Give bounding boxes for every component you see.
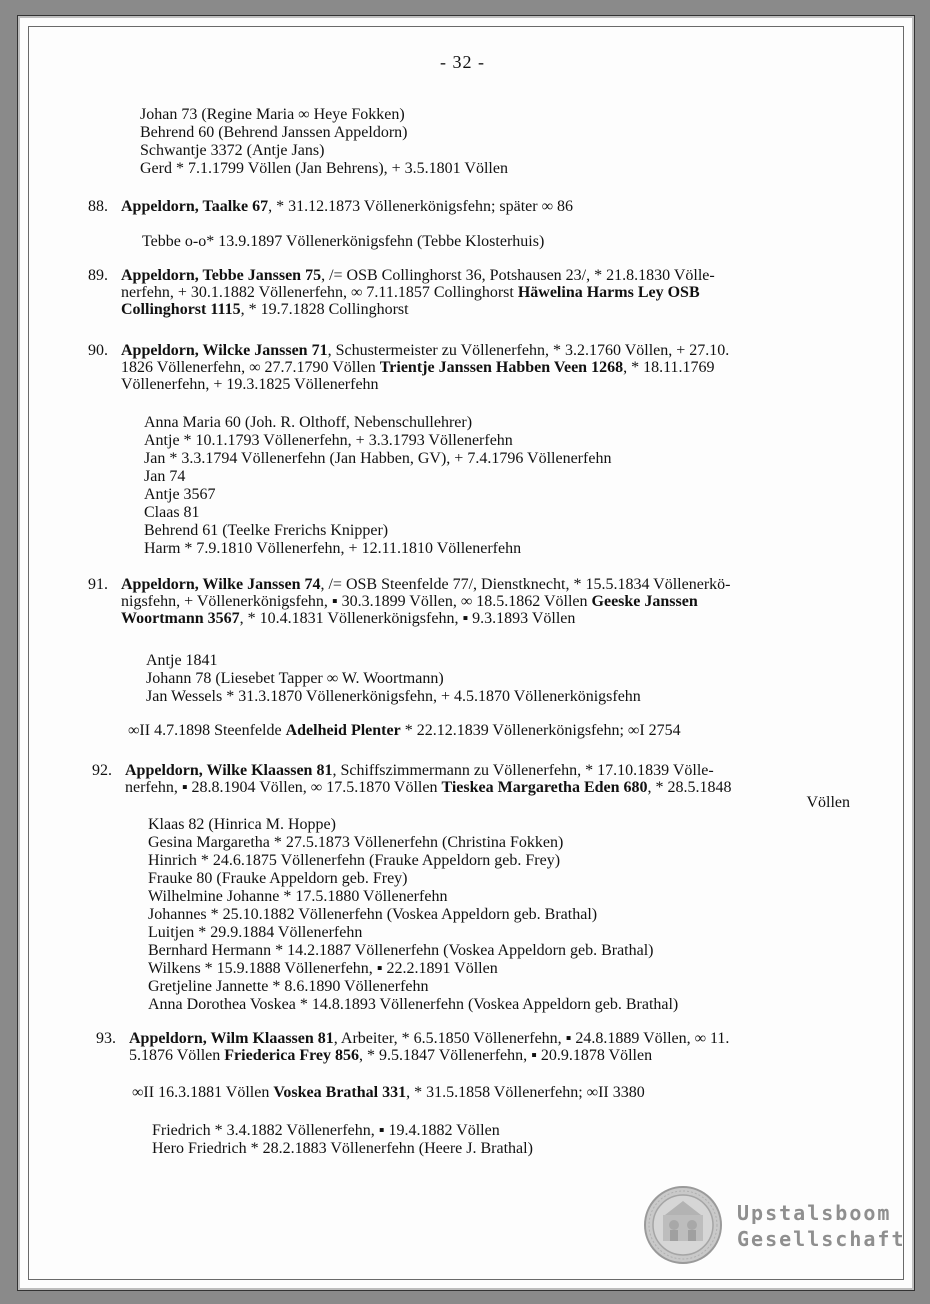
spouse-name: Trientje Janssen Habben Veen 1268	[379, 359, 624, 376]
list-item: Klaas 82 (Hinrica M. Hoppe)	[148, 816, 336, 833]
page-number: - 32 -	[440, 52, 485, 72]
list-item: Jan Wessels * 31.3.1870 Völlenerkönigsfehn, + 4.5.1870 Völlenerkönigsfehn	[146, 688, 641, 705]
list-item: Antje * 10.1.1793 Völlenerfehn, + 3.3.1793 Völlenerfehn	[144, 432, 513, 449]
list-item: Behrend 60 (Behrend Janssen Appeldorn)	[140, 124, 408, 141]
list-item: Claas 81	[144, 504, 200, 521]
brand-line-1: Upstalsboom	[737, 1201, 892, 1225]
list-item: Johannes * 25.10.1882 Völlenerfehn (Voskea Appeldorn geb. Brathal)	[148, 906, 598, 923]
list-item: Friedrich * 3.4.1882 Völlenerfehn, ▪ 19.4.1882 Völlen	[152, 1122, 500, 1139]
entry-detail: 1826 Völlenerfehn, ∞ 27.7.1790 Völlen	[121, 359, 380, 376]
spouse-name: Friederica Frey 856	[224, 1047, 360, 1064]
entry-number: 89.	[88, 267, 108, 284]
list-item: Anna Maria 60 (Joh. R. Olthoff, Nebenschullehrer)	[144, 414, 473, 431]
entry-name: Appeldorn, Taalke 67	[121, 198, 269, 215]
spouse-name: Woortmann 3567	[121, 610, 240, 627]
entry-number: 92.	[92, 762, 112, 779]
entry-name: Appeldorn, Tebbe Janssen 75	[121, 267, 322, 284]
brand-logo	[737, 1200, 906, 1252]
entry-detail: , * 31.12.1873 Völlenerkönigsfehn; später ∞ 86	[268, 198, 573, 215]
list-item: Johann 78 (Liesebet Tapper ∞ W. Woortmann)	[146, 670, 444, 687]
entry-detail: , * 9.5.1847 Völlenerfehn, ▪ 20.9.1878 Völlen	[359, 1047, 653, 1064]
list-item: Jan 74	[144, 468, 186, 485]
entry-detail: , /= OSB Steenfelde 77/, Dienstknecht, * 15.5.1834 Völlenerkö-	[320, 576, 731, 593]
list-item: Bernhard Hermann * 14.2.1887 Völlenerfehn (Voskea Appeldorn geb. Brathal)	[148, 942, 654, 959]
entry-detail: , Schustermeister zu Völlenerfehn, * 3.2.1760 Völlen, + 27.10.	[327, 342, 730, 359]
spouse-name: Häwelina Harms Ley OSB	[517, 284, 700, 301]
list-item: Hinrich * 24.6.1875 Völlenerfehn (Frauke Appeldorn geb. Frey)	[148, 852, 561, 869]
entry-detail: , Arbeiter, * 6.5.1850 Völlenerfehn, ▪ 24.8.1889 Völlen, ∞ 11.	[333, 1030, 730, 1047]
entry-name: Appeldorn, Wilke Janssen 74	[121, 576, 321, 593]
entry-name: Appeldorn, Wilm Klaassen 81	[129, 1030, 334, 1047]
spouse-name: Tieskea Margaretha Eden 680	[441, 779, 648, 796]
list-item: Harm * 7.9.1810 Völlenerfehn, + 12.11.1810 Völlenerfehn	[144, 540, 522, 557]
list-item: Luitjen * 29.9.1884 Völlenerfehn	[148, 924, 363, 941]
entry-detail: Völlenerfehn, + 19.3.1825 Völlenerfehn	[121, 376, 379, 393]
spouse-name: Voskea Brathal 331	[273, 1084, 407, 1101]
entry-detail: , * 28.5.1848	[647, 779, 732, 796]
second-marriage	[128, 722, 681, 740]
spouse-name: Collinghorst 1115	[121, 301, 241, 318]
entry-detail: , /= OSB Collinghorst 36, Potshausen 23/, * 21.8.1830 Völle-	[321, 267, 715, 284]
entry-number: 93.	[96, 1030, 116, 1047]
list-item: Gesina Margaretha * 27.5.1873 Völlenerfehn (Christina Fokken)	[148, 834, 564, 851]
entry-name: Appeldorn, Wilcke Janssen 71	[121, 342, 328, 359]
entry-detail: , * 10.4.1831 Völlenerkönigsfehn, ▪ 9.3.1893 Völlen	[239, 610, 576, 627]
spouse-name: Geeske Janssen	[591, 593, 698, 610]
entry-detail: , * 19.7.1828 Collinghorst	[240, 301, 409, 318]
list-item: Gerd * 7.1.1799 Völlen (Jan Behrens), + 3.5.1801 Völlen	[140, 160, 508, 177]
brand-line-2: Gesellschaft	[737, 1227, 906, 1251]
entry-number: 90.	[88, 342, 108, 359]
second-marriage	[132, 1084, 645, 1102]
entry-detail: nigsfehn, + Völlenerkönigsfehn, ▪ 30.3.1899 Völlen, ∞ 18.5.1862 Völlen	[121, 593, 592, 610]
entry-detail: ∞II 16.3.1881 Völlen	[132, 1084, 274, 1101]
entry-detail: 5.1876 Völlen	[129, 1047, 225, 1064]
entry-detail: Völlen	[806, 794, 850, 811]
entry-detail: , * 18.11.1769	[623, 359, 715, 376]
entry-92	[92, 762, 850, 814]
entry-detail: ∞II 4.7.1898 Steenfelde	[128, 722, 286, 739]
entry-detail: nerfehn, + 30.1.1882 Völlenerfehn, ∞ 7.11.1857 Collinghorst	[121, 284, 518, 301]
entry-number: 91.	[88, 576, 108, 593]
entry-detail: , * 31.5.1858 Völlenerfehn; ∞II 3380	[406, 1084, 645, 1101]
list-item: Hero Friedrich * 28.2.1883 Völlenerfehn (Heere J. Brathal)	[152, 1140, 533, 1157]
list-item: Antje 1841	[146, 652, 218, 669]
spouse-name: Adelheid Plenter	[285, 722, 401, 739]
list-item: Frauke 80 (Frauke Appeldorn geb. Frey)	[148, 870, 408, 887]
list-item: Johan 73 (Regine Maria ∞ Heye Fokken)	[140, 106, 405, 123]
entry-detail: , Schiffszimmermann zu Völlenerfehn, * 17.10.1839 Völle-	[332, 762, 714, 779]
list-item: Tebbe o-o* 13.9.1897 Völlenerkönigsfehn (Tebbe Klosterhuis)	[142, 233, 545, 250]
list-item: Wilhelmine Johanne * 17.5.1880 Völlenerfehn	[148, 888, 448, 905]
list-item: Behrend 61 (Teelke Frerichs Knipper)	[144, 522, 389, 539]
entry-name: Appeldorn, Wilke Klaassen 81	[125, 762, 333, 779]
list-item: Jan * 3.3.1794 Völlenerfehn (Jan Habben, GV), + 7.4.1796 Völlenerfehn	[144, 450, 612, 467]
entry-number: 88.	[88, 198, 108, 215]
list-item: Anna Dorothea Voskea * 14.8.1893 Völlenerfehn (Voskea Appeldorn geb. Brathal)	[148, 996, 679, 1013]
list-item: Antje 3567	[144, 486, 216, 503]
list-item: Gretjeline Jannette * 8.6.1890 Völlenerfehn	[148, 978, 429, 995]
entry-detail: * 22.12.1839 Völlenerkönigsfehn; ∞I 2754	[400, 722, 681, 739]
list-item: Schwantje 3372 (Antje Jans)	[140, 142, 325, 159]
entry-detail: nerfehn, ▪ 28.8.1904 Völlen, ∞ 17.5.1870 Völlen	[125, 779, 442, 796]
seal-icon	[643, 1185, 723, 1265]
list-item: Wilkens * 15.9.1888 Völlenerfehn, ▪ 22.2.1891 Völlen	[148, 960, 498, 977]
